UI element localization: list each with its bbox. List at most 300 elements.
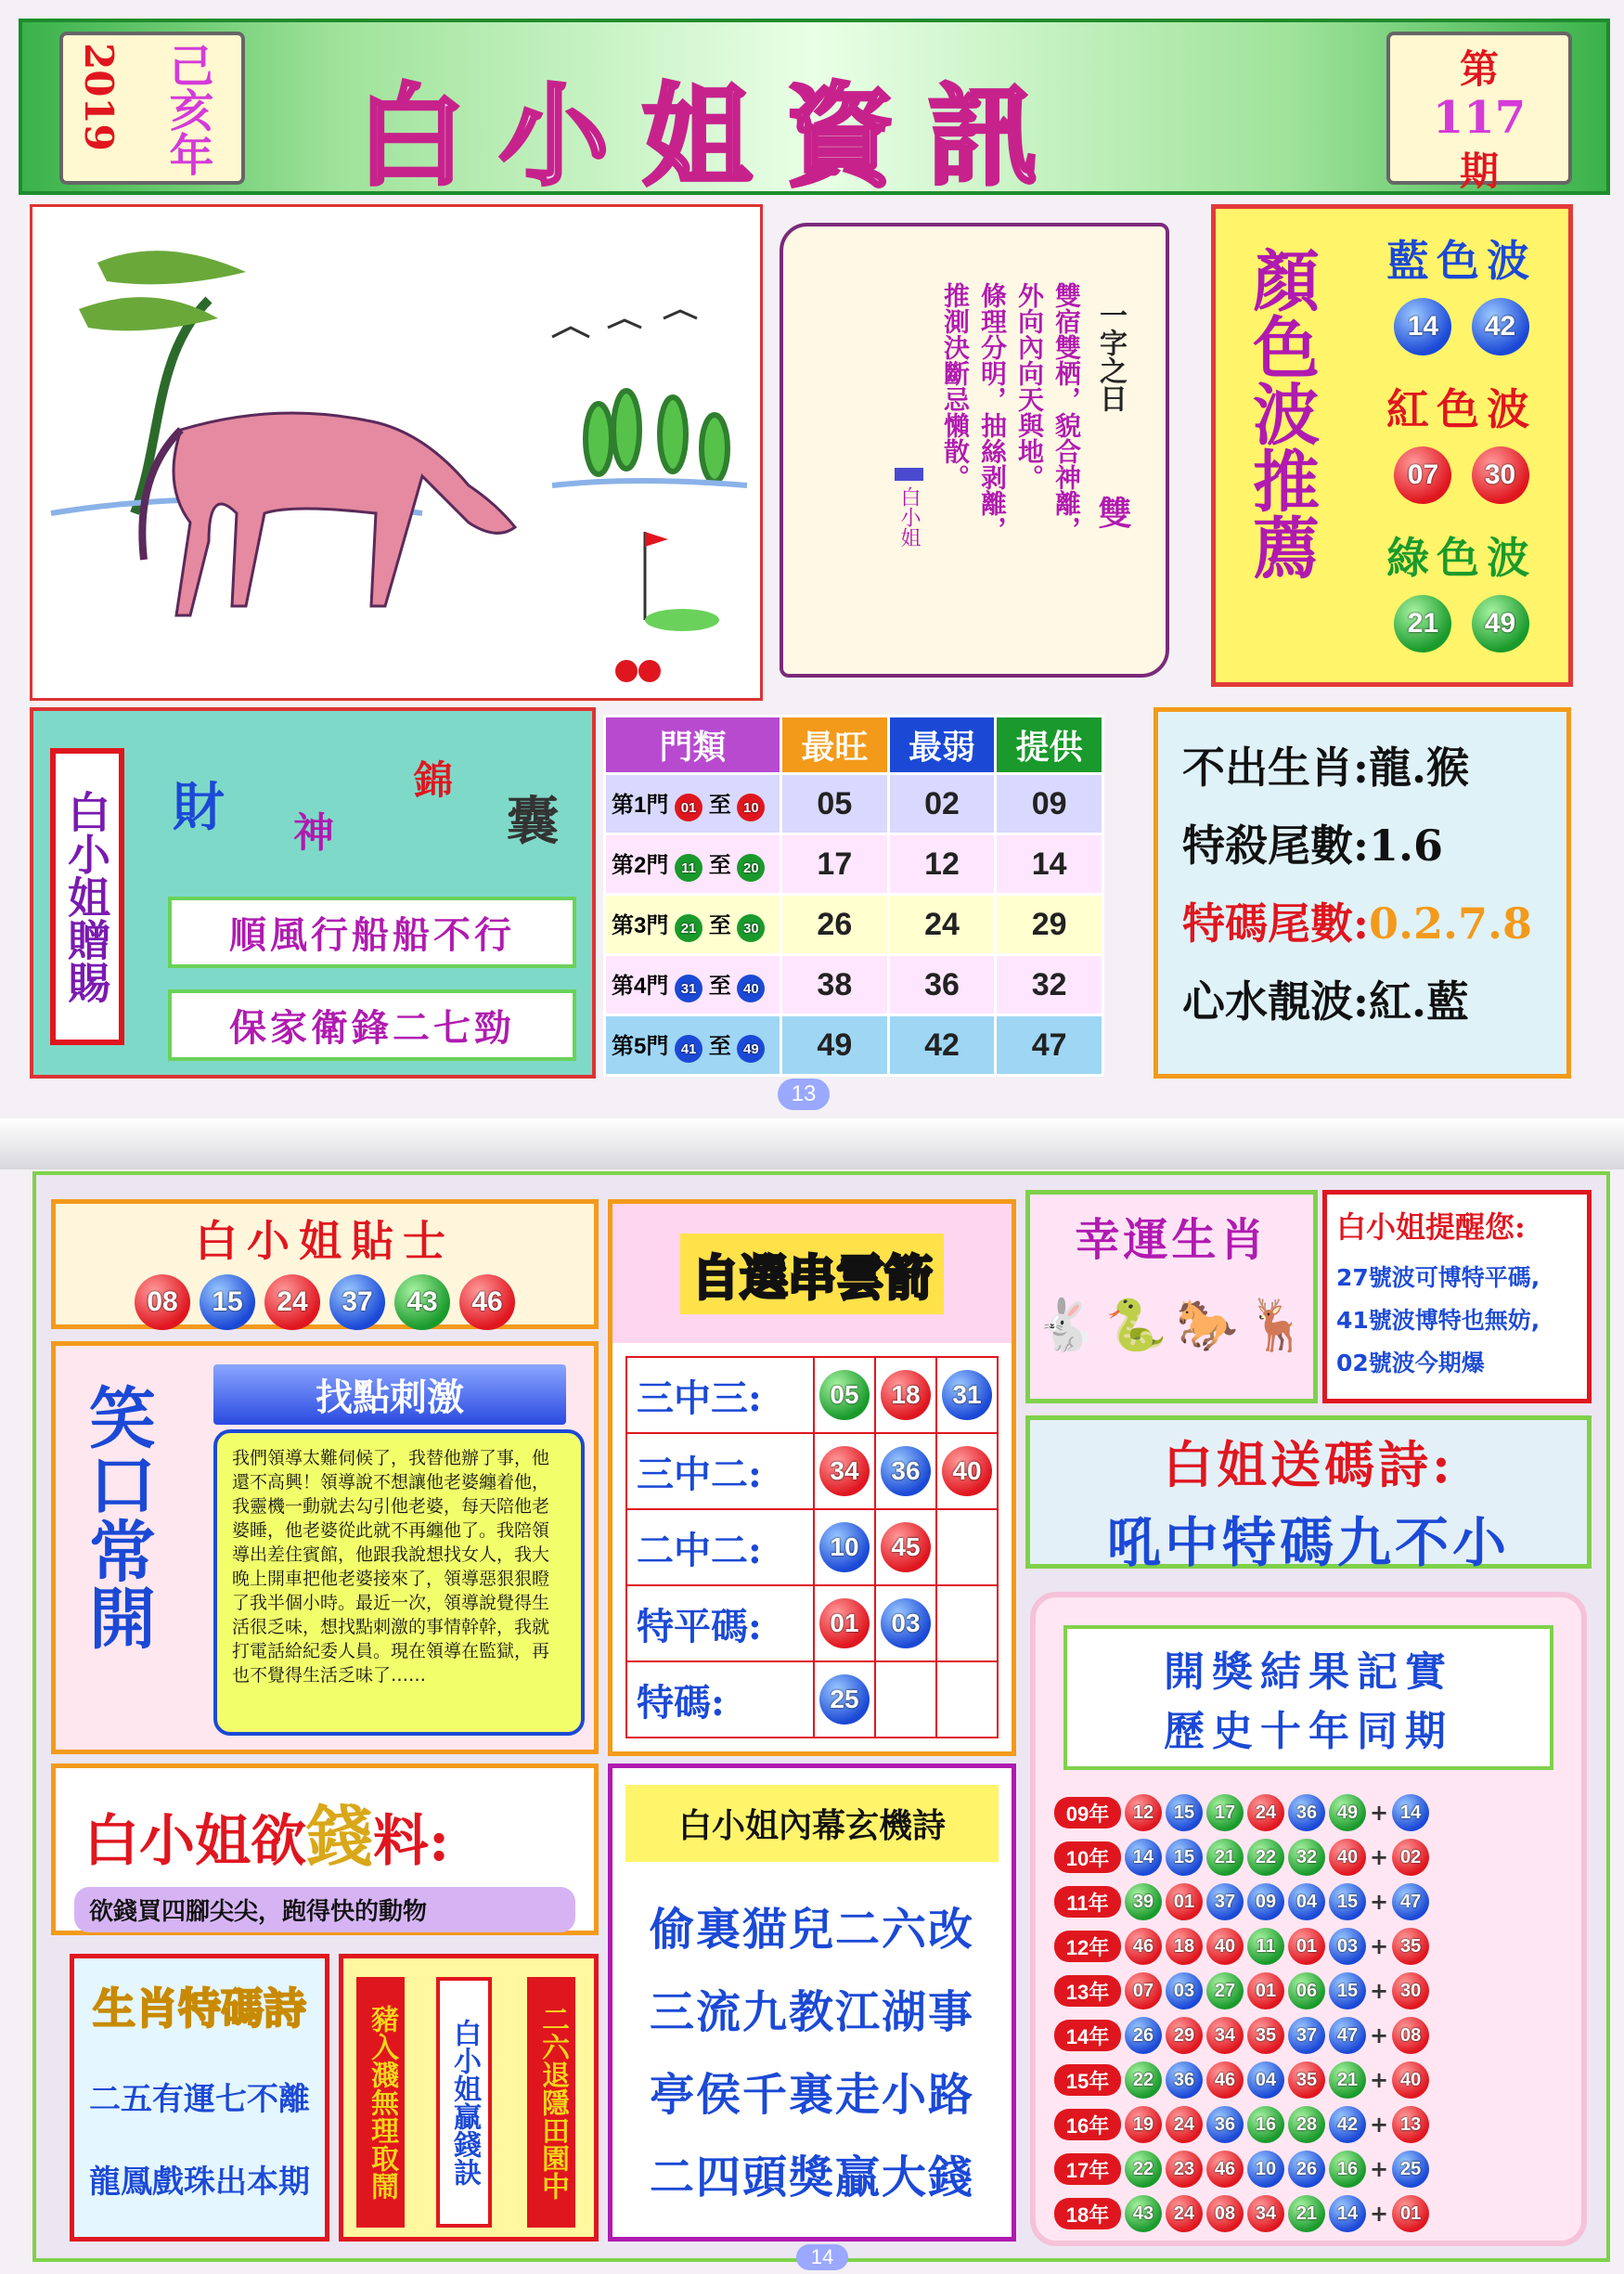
combo-cell	[813, 1434, 874, 1508]
joke-banner: 找點刺激	[213, 1364, 566, 1425]
fortune-panel	[30, 707, 596, 1079]
history-special-ball: 47	[1392, 1883, 1429, 1920]
history-ball: 39	[1125, 1883, 1162, 1920]
combo-ball: 45	[881, 1522, 931, 1572]
history-ball: 46	[1125, 1928, 1162, 1965]
want-money-title	[84, 1783, 594, 1880]
history-row	[1054, 1839, 1563, 1876]
history-ball: 15	[1329, 1883, 1366, 1920]
history-ball: 28	[1288, 2106, 1325, 2143]
history-panel	[1030, 1592, 1587, 2246]
want-money-title-c: 料:	[373, 1809, 450, 1874]
history-ball: 35	[1288, 2061, 1325, 2099]
history-ball: 12	[1125, 1794, 1162, 1831]
history-ball: 04	[1247, 2061, 1284, 2099]
history-ball: 11	[1247, 1928, 1284, 1965]
history-ball: 01	[1288, 1928, 1325, 1965]
wave-label-red: 紅色波	[1386, 384, 1537, 434]
gate-hi: 26	[781, 895, 889, 955]
tieshi-ball: 08	[135, 1274, 190, 1330]
combo-cell	[874, 1586, 935, 1660]
history-rows	[1036, 1770, 1581, 2232]
gate-header: 門類	[605, 717, 781, 774]
history-ball: 17	[1206, 1794, 1244, 1831]
combo-cell	[813, 1358, 874, 1432]
wave-ball: 30	[1472, 446, 1529, 504]
history-ball: 03	[1329, 1928, 1366, 1965]
history-year: 12年	[1054, 1931, 1121, 1962]
combo-ball: 36	[881, 1446, 931, 1496]
history-ball: 14	[1329, 2195, 1366, 2232]
history-plus: +	[1370, 1978, 1389, 2004]
combo-cell	[874, 1434, 935, 1508]
history-ball: 21	[1288, 2195, 1325, 2232]
history-year: 18年	[1054, 2198, 1121, 2229]
joke-text: 我們領導太難伺候了，我替他辦了事，他還不高興！領導說不想讓他老婆纏着他，我靈機一動就去勾引他老婆，每天陪他老婆睡，他老婆從此就不再纏他了。我陪領導出差住賓館，他跟我說想找女人，我大晚上開車把他老婆接來了，領導惡狠狠瞪了我半個小時。最近一次，領導說覺得生活很乏味，想找點刺激的事情幹幹，我就打電話給紀委人員。現在領導在監獄，再也不覺得生活乏味了……	[213, 1429, 585, 1736]
scroll-line-1: 雙宿雙栖，貌合神離，	[1051, 282, 1082, 542]
gate-row	[605, 955, 1103, 1015]
scroll-panel	[780, 223, 1169, 678]
gate-tip: 14	[996, 834, 1103, 895]
combo-label: 二中二:	[637, 1528, 762, 1572]
wave-group-blue	[1355, 227, 1568, 355]
combo-title-band	[612, 1204, 1012, 1343]
scroll-line-4: 推測決斷忌懶散。	[940, 282, 971, 490]
history-ball: 47	[1329, 2017, 1366, 2054]
poem-send-title: 白姐送碼詩:	[1163, 1435, 1454, 1494]
combo-cell	[813, 1510, 874, 1584]
want-money-panel	[51, 1764, 599, 1935]
poem-send-text: 吼中特碼九不小	[1106, 1511, 1510, 1574]
history-special-ball: 14	[1392, 1794, 1429, 1831]
gate-row	[605, 834, 1103, 895]
year-book	[59, 32, 245, 185]
combo-row	[625, 1584, 999, 1662]
combo-cell-empty	[935, 1510, 997, 1584]
gate-row	[605, 774, 1103, 834]
page-number-lower: 14	[796, 2244, 848, 2270]
history-plus: +	[1370, 1889, 1389, 1915]
poem-send-panel	[1025, 1415, 1592, 1574]
history-plus: +	[1370, 1933, 1389, 1959]
gate-to-ball: 49	[737, 1035, 765, 1063]
gate-label: 第5門	[612, 1033, 669, 1059]
zodiac-poem-line-1: 二五有運七不離	[89, 2081, 310, 2118]
gate-table	[603, 715, 1104, 1077]
joke-panel	[51, 1341, 599, 1754]
joke-side-title: 笑口常開	[78, 1383, 157, 1650]
gate-to-ball: 40	[737, 975, 765, 1002]
year-value: 2019	[76, 43, 122, 151]
gate-connector: 至	[708, 1033, 731, 1059]
issue-prefix: 第	[1459, 46, 1499, 92]
fortune-word: 錦	[414, 757, 454, 803]
wave-group-green	[1355, 524, 1568, 652]
history-plus: +	[1370, 2156, 1389, 2182]
tip-line-1	[1182, 734, 1542, 795]
combo-ball: 25	[819, 1674, 870, 1725]
zodiac-poem-title: 生肖特碼詩	[93, 1983, 306, 2034]
page-fold	[0, 1118, 1624, 1169]
tip-label: 特碼尾數:	[1182, 898, 1369, 949]
combo-rows	[612, 1343, 1012, 1750]
gate-label: 第1門	[612, 792, 669, 818]
gate-connector: 至	[708, 912, 731, 938]
want-money-title-b: 錢	[306, 1797, 374, 1876]
combo-cell	[874, 1358, 935, 1432]
tip-value: 龍.猴	[1368, 743, 1469, 793]
color-wave-title: 顏色波推薦	[1242, 246, 1321, 580]
history-plus: +	[1370, 2112, 1389, 2138]
gate-tip: 47	[996, 1015, 1103, 1076]
history-title-box	[1063, 1625, 1553, 1770]
history-special-ball: 30	[1392, 1972, 1429, 2009]
zodiac-animals	[1030, 1296, 1313, 1355]
combo-row	[625, 1660, 999, 1738]
history-plus: +	[1370, 2022, 1389, 2048]
history-ball: 46	[1206, 2151, 1244, 2188]
history-row	[1054, 2017, 1563, 2054]
tip-label: 不出生肖:	[1182, 743, 1369, 793]
history-plus: +	[1370, 1800, 1389, 1826]
inner-poem-title: 白小姐內幕玄機詩	[625, 1785, 999, 1862]
gate-header: 最弱	[888, 717, 996, 774]
scroll-heading: 一字之日	[1094, 301, 1127, 412]
history-ball: 06	[1288, 1972, 1325, 2009]
fortune-side-label: 白小姐贈賜	[50, 748, 124, 1045]
year-label: 己亥年	[161, 43, 213, 176]
history-ball: 04	[1288, 1883, 1325, 1920]
combo-label: 特平碼:	[637, 1604, 762, 1648]
combo-cell-empty	[935, 1662, 997, 1737]
gate-from-ball: 31	[675, 975, 702, 1002]
history-ball: 15	[1166, 1794, 1203, 1831]
want-money-title-a: 白小姐欲	[84, 1809, 306, 1874]
gate-range	[605, 955, 781, 1015]
color-wave-panel	[1211, 204, 1573, 687]
combo-title: 自選串雲箭	[680, 1234, 944, 1314]
history-ball: 09	[1247, 1883, 1284, 1920]
history-row	[1054, 2195, 1563, 2232]
tieshi-ball: 46	[459, 1274, 515, 1330]
gate-tip: 09	[996, 774, 1103, 834]
gate-range	[605, 774, 781, 834]
couplet-panel	[339, 1954, 599, 2242]
combo-ball: 01	[819, 1598, 870, 1648]
tieshi-panel	[51, 1199, 599, 1329]
combo-cell	[935, 1434, 997, 1508]
history-ball: 19	[1125, 2106, 1162, 2143]
history-ball: 16	[1329, 2151, 1366, 2188]
tip-line-3	[1182, 890, 1542, 951]
history-ball: 01	[1166, 1883, 1203, 1920]
tieshi-ball: 15	[200, 1274, 255, 1330]
history-year: 15年	[1054, 2064, 1121, 2096]
rabbit-icon: 🐇	[1034, 1296, 1097, 1354]
history-row	[1054, 1794, 1563, 1831]
wave-label-green: 綠色波	[1386, 533, 1537, 583]
tip-value: 紅.藍	[1368, 976, 1469, 1027]
gate-connector: 至	[708, 852, 731, 878]
wave-ball: 42	[1472, 298, 1529, 355]
horse-icon: 🐎	[1176, 1296, 1239, 1354]
history-ball: 14	[1125, 1839, 1162, 1876]
scroll-key-char: 雙	[1093, 496, 1132, 529]
gate-range	[605, 1015, 781, 1076]
gate-from-ball: 21	[675, 914, 702, 942]
gate-hi: 05	[781, 774, 889, 834]
inner-poem-line: 偷裏猫兒二六改	[649, 1904, 974, 1956]
history-ball: 16	[1247, 2106, 1284, 2143]
history-plus: +	[1370, 2201, 1389, 2227]
history-year: 13年	[1054, 1975, 1121, 2007]
history-ball: 49	[1329, 1794, 1366, 1831]
combo-cell	[813, 1586, 874, 1660]
tip-value: 1.6	[1368, 820, 1444, 871]
history-ball: 26	[1288, 2151, 1325, 2188]
history-ball: 01	[1247, 1972, 1284, 2009]
gate-to-ball: 30	[737, 914, 765, 942]
history-ball: 07	[1125, 1972, 1162, 2009]
gate-connector: 至	[708, 973, 731, 999]
couplet-left: 豬入濺無理取鬧	[356, 1977, 405, 2228]
combo-ball: 40	[942, 1446, 992, 1496]
history-ball: 32	[1288, 1839, 1325, 1876]
history-row	[1054, 2061, 1563, 2099]
history-ball: 35	[1247, 2017, 1284, 2054]
combo-ball: 05	[819, 1370, 870, 1420]
fortune-word: 神	[293, 809, 334, 857]
history-year: 09年	[1054, 1797, 1121, 1828]
gate-label: 第4門	[612, 973, 669, 999]
history-special-ball: 01	[1392, 2195, 1429, 2232]
wave-group-red	[1355, 376, 1568, 504]
history-row	[1054, 1928, 1563, 1965]
horse-illustration	[30, 204, 763, 701]
history-ball: 42	[1329, 2106, 1366, 2143]
reminder-line: 41號波博特也無妨,	[1336, 1307, 1540, 1334]
combo-cell	[813, 1662, 874, 1737]
combo-row	[625, 1508, 999, 1586]
combo-label: 特碼:	[637, 1680, 725, 1725]
history-ball: 29	[1166, 2017, 1203, 2054]
tieshi-title: 白小姐貼士	[195, 1216, 455, 1266]
deer-icon: 🦌	[1246, 1296, 1309, 1354]
history-special-ball: 13	[1392, 2106, 1429, 2143]
gate-connector: 至	[708, 792, 731, 818]
history-ball: 08	[1206, 2195, 1244, 2232]
gate-to-ball: 20	[737, 854, 765, 882]
combo-label: 三中二:	[637, 1452, 762, 1496]
combo-ball: 18	[881, 1370, 931, 1420]
combo-cell-empty	[935, 1586, 997, 1660]
history-ball: 22	[1125, 2061, 1162, 2099]
history-ball: 36	[1166, 2061, 1203, 2099]
combo-cell-empty	[874, 1662, 935, 1737]
inner-poem-line: 三流九教江湖事	[649, 1986, 974, 2038]
gate-label: 第2門	[612, 852, 669, 878]
issue-number: 117	[1432, 92, 1527, 144]
history-special-ball: 02	[1392, 1839, 1429, 1876]
history-special-ball: 25	[1392, 2151, 1429, 2188]
tip-line-2	[1182, 812, 1542, 873]
history-year: 10年	[1054, 1841, 1121, 1873]
wave-label-blue: 藍色波	[1386, 236, 1537, 286]
scroll-signature: 白小姐	[895, 468, 923, 548]
history-ball: 15	[1166, 1839, 1203, 1876]
history-year: 14年	[1054, 2020, 1121, 2051]
gate-hi: 38	[781, 955, 889, 1015]
fortune-word: 財	[173, 777, 225, 838]
combo-cell	[935, 1358, 997, 1432]
history-title-1: 開獎結果記實	[1164, 1648, 1453, 1696]
history-ball: 24	[1247, 1794, 1284, 1831]
combo-panel	[608, 1199, 1016, 1756]
gate-range	[605, 895, 781, 955]
tip-value: 0.2.7.8	[1368, 898, 1533, 949]
gate-lo: 42	[888, 1015, 996, 1076]
history-ball: 10	[1247, 2151, 1284, 2188]
tieshi-ball: 24	[264, 1274, 320, 1330]
gate-label: 第3門	[612, 912, 669, 938]
lucky-panel	[1025, 1190, 1318, 1403]
history-plus: +	[1370, 1844, 1389, 1870]
combo-row	[625, 1356, 999, 1434]
gate-lo: 24	[888, 895, 996, 955]
gate-row	[605, 1015, 1103, 1076]
combo-row	[625, 1432, 999, 1510]
history-special-ball: 35	[1392, 1928, 1429, 1965]
combo-label: 三中三:	[637, 1376, 762, 1420]
combo-cell	[874, 1510, 935, 1584]
inner-poem-panel	[608, 1764, 1016, 2242]
reminder-title: 白小姐提醒您:	[1336, 1209, 1526, 1245]
wave-ball: 49	[1472, 595, 1529, 652]
gate-table-panel	[603, 715, 1104, 1077]
history-year: 11年	[1054, 1886, 1121, 1918]
combo-ball: 03	[881, 1598, 931, 1648]
history-ball: 26	[1125, 2017, 1162, 2054]
history-ball: 21	[1329, 2061, 1366, 2099]
history-ball: 18	[1166, 1928, 1203, 1965]
history-ball: 37	[1206, 1883, 1244, 1920]
history-plus: +	[1370, 2067, 1389, 2093]
gate-range	[605, 834, 781, 895]
zodiac-poem-line-2: 龍鳳戲珠出本期	[89, 2164, 310, 2201]
tieshi-balls	[56, 1274, 594, 1330]
fortune-word: 囊	[507, 791, 559, 852]
gate-lo: 12	[888, 834, 996, 895]
history-year: 17年	[1054, 2153, 1121, 2185]
history-special-ball: 08	[1392, 2017, 1429, 2054]
combo-ball: 34	[819, 1446, 870, 1496]
history-ball: 24	[1166, 2195, 1203, 2232]
history-ball: 21	[1206, 1839, 1244, 1876]
gate-header: 最旺	[781, 717, 889, 774]
history-row	[1054, 2151, 1563, 2188]
gate-row	[605, 895, 1103, 955]
wave-ball: 21	[1394, 595, 1451, 652]
gate-to-ball: 10	[737, 794, 765, 821]
tip-line-4	[1182, 968, 1542, 1029]
gate-from-ball: 11	[675, 854, 702, 882]
issue-suffix: 期	[1459, 149, 1499, 194]
header-banner	[19, 19, 1610, 200]
history-row	[1054, 1972, 1563, 2009]
history-ball: 03	[1166, 1972, 1203, 2009]
combo-ball: 10	[819, 1522, 870, 1572]
snake-icon: 🐍	[1104, 1296, 1167, 1354]
history-ball: 24	[1166, 2106, 1203, 2143]
history-special-ball: 40	[1392, 2061, 1429, 2099]
history-ball: 36	[1206, 2106, 1244, 2143]
gate-tip: 29	[996, 895, 1103, 955]
page-number-upper: 13	[778, 1079, 830, 1110]
history-ball: 46	[1206, 2061, 1244, 2099]
wave-ball: 07	[1394, 446, 1451, 504]
gate-hi: 17	[781, 834, 889, 895]
page-title: 白小姐資訊	[356, 71, 1072, 200]
history-ball: 40	[1329, 1839, 1366, 1876]
history-ball: 23	[1166, 2151, 1203, 2188]
gate-lo: 36	[888, 955, 996, 1015]
history-row	[1054, 2106, 1563, 2143]
reminder-panel	[1322, 1190, 1592, 1403]
gate-header: 提供	[996, 717, 1103, 774]
tieshi-ball: 43	[394, 1274, 450, 1330]
history-ball: 22	[1247, 1839, 1284, 1876]
inner-poem-line: 亭侯千裏走小路	[649, 2069, 974, 2121]
history-row	[1054, 1883, 1563, 1920]
gate-tip: 32	[996, 955, 1103, 1015]
couplet-center: 白小姐贏錢訣	[436, 1977, 492, 2228]
reminder-line: 02號波今期爆	[1336, 1350, 1485, 1376]
couplet-right: 二六退隱田園中	[527, 1977, 575, 2228]
history-ball: 34	[1206, 2017, 1244, 2054]
want-money-riddle: 欲錢買四腳尖尖，跑得快的動物	[74, 1887, 575, 1932]
tip-label: 特殺尾數:	[1182, 820, 1369, 871]
fortune-line-2: 保家衛鋒二七勁	[168, 989, 576, 1061]
history-ball: 37	[1288, 2017, 1325, 2054]
history-ball: 34	[1247, 2195, 1284, 2232]
tip-label: 心水靚波:	[1182, 976, 1369, 1027]
gate-from-ball: 41	[675, 1035, 702, 1063]
fortune-line-1: 順風行船船不行	[168, 897, 576, 968]
history-title-2: 歷史十年同期	[1164, 1708, 1453, 1755]
combo-ball: 31	[942, 1370, 992, 1420]
history-year: 16年	[1054, 2109, 1121, 2140]
horse-drawing	[32, 207, 766, 704]
tieshi-ball: 37	[329, 1274, 385, 1330]
history-ball: 27	[1206, 1972, 1244, 2009]
zodiac-poem-panel	[70, 1954, 329, 2242]
gate-from-ball: 01	[675, 794, 702, 821]
gate-hi: 49	[781, 1015, 889, 1076]
history-ball: 40	[1206, 1928, 1244, 1965]
inner-poem-line: 二四頭獎贏大錢	[649, 2151, 974, 2203]
history-ball: 22	[1125, 2151, 1162, 2188]
history-ball: 36	[1288, 1794, 1325, 1831]
history-ball: 43	[1125, 2195, 1162, 2232]
scroll-line-3: 條理分明，抽絲剥離，	[977, 282, 1008, 542]
wave-ball: 14	[1394, 298, 1451, 355]
tips-panel	[1154, 707, 1571, 1079]
lucky-title: 幸運生肖	[1075, 1214, 1269, 1266]
history-ball: 15	[1329, 1972, 1366, 2009]
issue-book	[1386, 32, 1572, 194]
reminder-line: 27號波可博特平碼,	[1336, 1264, 1540, 1291]
gate-table-body	[605, 774, 1103, 1076]
